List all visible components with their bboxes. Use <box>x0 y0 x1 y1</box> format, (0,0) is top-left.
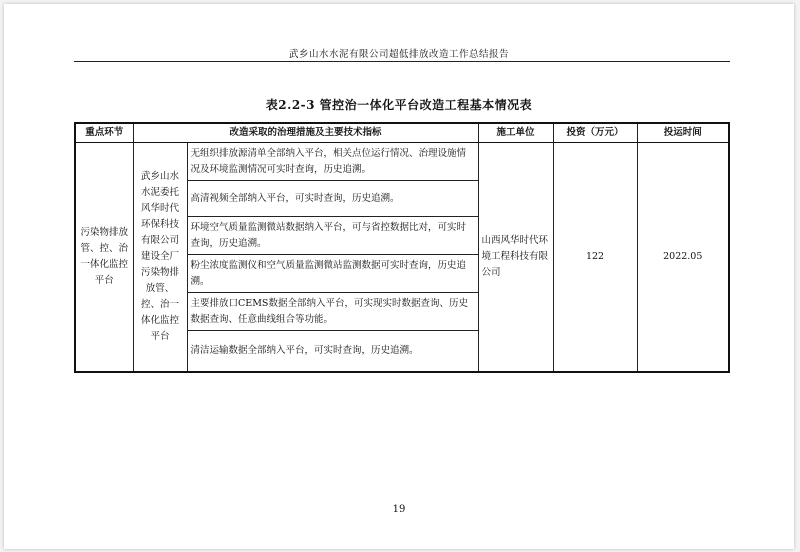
header-rule <box>74 61 730 62</box>
measure-item: 清洁运输数据全部纳入平台，可实时查询，历史追溯。 <box>187 331 478 373</box>
page-number: 19 <box>392 504 406 515</box>
document-page <box>4 4 794 549</box>
key-link-cell: 污染物排放管、控、治一体化监控平台 <box>75 143 133 373</box>
table-row <box>75 143 729 181</box>
measure-item: 环境空气质量监测微站数据纳入平台，可与省控数据比对，可实时查询，历史追溯。 <box>187 217 478 255</box>
commission-date-cell: 2022.05 <box>637 143 729 373</box>
col-header-commission-date: 投运时间 <box>637 123 729 143</box>
investment-cell: 122 <box>553 143 637 373</box>
col-header-contractor: 施工单位 <box>478 123 553 143</box>
col-header-key-link: 重点环节 <box>75 123 133 143</box>
table-caption: 表2.2-3 管控治一体化平台改造工程基本情况表 <box>265 98 533 112</box>
measure-item: 无组织排放源清单全部纳入平台，相关点位运行情况、治理设施情况及环境监测情况可实时查询，历史追溯。 <box>187 143 478 181</box>
measure-item: 粉尘浓度监测仪和空气质量监测微站监测数据可实时查询，历史追溯。 <box>187 255 478 293</box>
contractor-cell: 山西风华时代环境工程科技有限公司 <box>478 143 553 373</box>
col-header-investment: 投资（万元） <box>553 123 637 143</box>
measure-item: 主要排放口CEMS数据全部纳入平台，可实现实时数据查询、历史数据查询、任意曲线组合等功能。 <box>187 293 478 331</box>
info-table <box>74 122 730 373</box>
table-header-row <box>75 123 729 143</box>
running-header: 武乡山水水泥有限公司超低排放改造工作总结报告 <box>288 49 509 60</box>
measure-item: 高清视频全部纳入平台，可实时查询，历史追溯。 <box>187 181 478 217</box>
measure-group-cell: 武乡山水水泥委托风华时代环保科技有限公司建设全厂污染物排放管、控、治一体化监控平台 <box>133 143 187 373</box>
col-header-measures: 改造采取的治理措施及主要技术指标 <box>133 123 478 143</box>
